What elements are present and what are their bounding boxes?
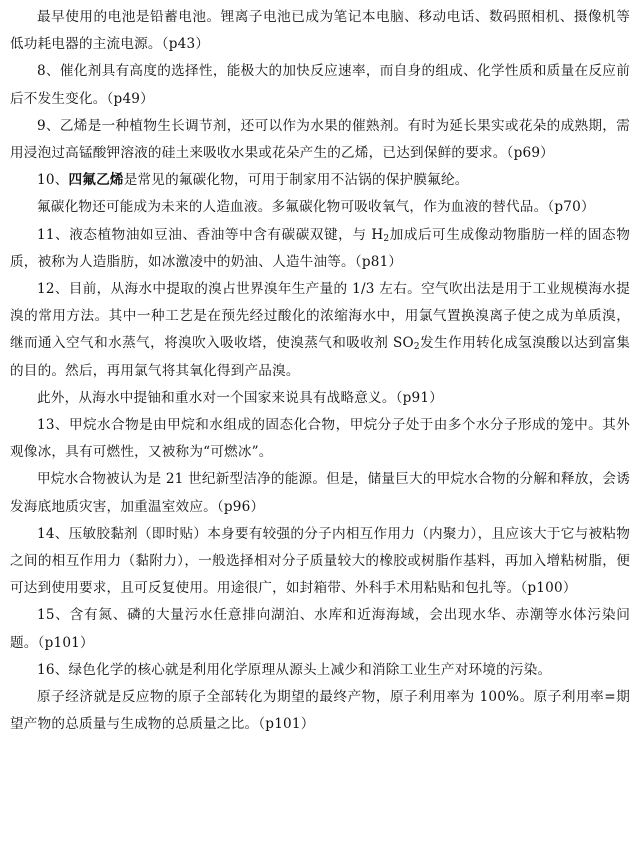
paragraph-12	[10, 276, 630, 385]
paragraph-13	[10, 412, 630, 466]
text-run: 甲烷水合物被认为是 21 世纪新型洁净的能源。但是，储量巨大的甲烷水合物的分解和释放，会诱发海底地质灾害，加重温室效应。	[10, 471, 630, 515]
text-run: 最早使用的电池是铅蓄电池。锂离子电池已成为笔记本电脑、移动电话、数码照相机、摄像机等低功耗电器的主流电源。	[10, 9, 630, 53]
subscript: 2	[413, 342, 420, 353]
page-reference: （p49）	[106, 90, 154, 107]
text-run: 原子经济就是反应物的原子全部转化为期望的最终产物，原子利用率为 100%。原子利用率=期望产物的总质量与生成物的总质量之比。	[10, 689, 630, 733]
page-reference: （p70）	[547, 199, 595, 216]
paragraph-10	[10, 167, 630, 194]
text-run: 8、催化剂具有高度的选择性，能极大的加快反应速率，而自身的组成、化学性质和质量在反应前后不发生变化。	[10, 63, 630, 107]
subscript: 2	[383, 233, 390, 244]
text-run: 9、乙烯是一种植物生长调节剂，还可以作为水果的催熟剂。有时为延长果实或花朵的成熟期，需用浸泡过高锰酸钾溶液的硅土来吸收水果或花朵产生的乙烯，已达到保鲜的要求。	[10, 117, 630, 162]
bold-term: 四氟乙烯	[68, 172, 124, 189]
paragraph-14	[10, 521, 630, 603]
text-run: 此外，从海水中提铀和重水对一个国家来说具有战略意义。	[37, 389, 396, 406]
text-run: 16、绿色化学的核心就是利用化学原理从源头上减少和消除工业生产对环境的污染。	[37, 661, 552, 678]
text-run: 是常见的氟碳化物，可用于制家用不沾锅的保护膜氟纶。	[123, 172, 469, 189]
paragraph-8	[10, 58, 630, 112]
paragraph-10b	[10, 194, 630, 221]
text-run: 14、压敏胶黏剂（即时贴）本身要有较强的分子内相互作用力（内聚力），且应该大于它与被粘物之间的相互作用力（黏附力），一般选择相对分子质量较大的橡胶或树脂作基料，再加入增粘树脂，便可达到使用要求，且可反复使用。用途很广，如封箱带、外科手术用粘贴和包扎等。	[10, 525, 630, 597]
text-run: 加成后可生成像动物脂肪一样的固态物质，被称为人造脂肪，如冰激凌中的奶油、人造牛油等。	[10, 226, 631, 270]
paragraph-16b	[10, 684, 630, 738]
page-reference: （p81）	[354, 253, 403, 270]
text-run: 11、液态植物油如豆油、香油等中含有碳碳双键，与 H	[37, 226, 384, 243]
page-reference: （p101）	[258, 716, 315, 733]
page-reference: （p100）	[520, 580, 577, 597]
paragraph-15	[10, 602, 630, 656]
paragraph-13b	[10, 466, 630, 520]
paragraph-battery	[10, 4, 630, 58]
text-run: 13、甲烷水合物是由甲烷和水组成的固态化合物，甲烷分子处于由多个水分子形成的笼中。其外观像冰，具有可燃性，又被称为“可燃冰”。	[10, 417, 630, 461]
page-reference: （p101）	[37, 634, 94, 651]
text-run: 15、含有氮、磷的大量污水任意排向湖泊、水库和近海海域，会出现水华、赤潮等水体污染问题。	[10, 607, 630, 651]
page-reference: （p43）	[161, 36, 210, 53]
paragraph-12b	[10, 385, 630, 412]
text-run: 12、目前，从海水中提取的溴占世界溴年生产量的 1/3 左右。空气吹出法是用于工业规模海水提溴的常用方法。其中一种工艺是在预先经过酸化的浓缩海水中，用氯气置换溴离子使之成为单质溴，继而通入空气和水蒸气，将溴吹入吸收塔，使溴蒸气和吸收剂 SO	[10, 281, 630, 352]
page-reference: （p69）	[506, 145, 554, 162]
text-run: 10、	[37, 172, 69, 189]
text-run: 氟碳化物还可能成为未来的人造血液。多氟碳化物可吸收氧气，作为血液的替代品。	[37, 199, 548, 216]
page-reference: （p91）	[395, 389, 444, 406]
paragraph-11	[10, 222, 630, 276]
text-run: 发生作用转化成氢溴酸以达到富集的目的。然后，再用氯气将其氧化得到产品溴。	[10, 335, 631, 379]
page-reference: （p96）	[216, 498, 265, 515]
paragraph-16	[10, 657, 630, 684]
paragraph-9	[10, 113, 630, 167]
